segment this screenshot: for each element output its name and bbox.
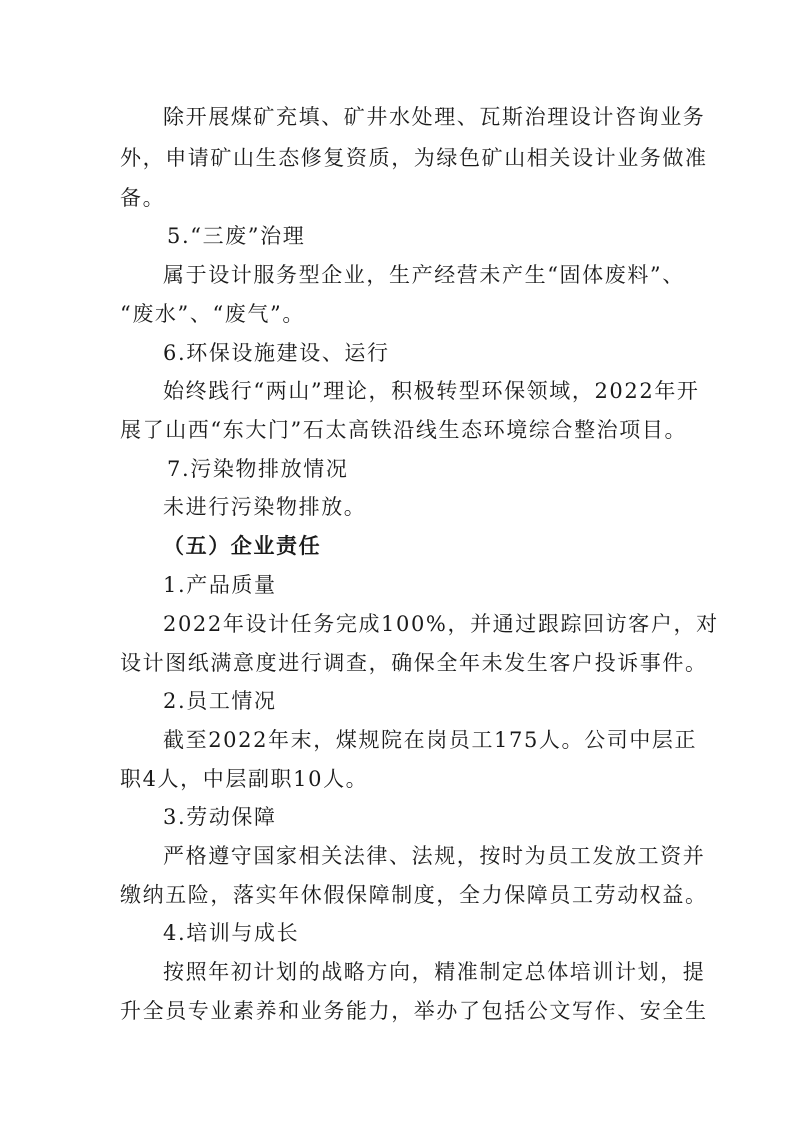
paragraph-line: “废水”、“废气”。 (120, 302, 305, 326)
paragraph-line: 设计图纸满意度进行调查，确保全年未发生客户投诉事件。 (120, 651, 708, 675)
paragraph-line: 2022年设计任务完成100%，并通过跟踪回访客户，对 (163, 612, 719, 636)
paragraph-line: 职4人，中层副职10人。 (120, 767, 369, 791)
chapter-heading: （五）企业责任 (163, 533, 322, 558)
paragraph-line: 缴纳五险，落实年休假保障制度，全力保障员工劳动权益。 (120, 883, 708, 907)
section-heading: 2.员工情况 (163, 689, 277, 713)
section-heading: 4.培训与成长 (163, 921, 300, 945)
section-heading: 3.劳动保障 (163, 805, 277, 829)
paragraph-line: 严格遵守国家相关法律、法规，按时为员工发放工资并 (163, 844, 706, 868)
section-heading: 7.污染物排放情况 (167, 457, 349, 481)
section-heading: 1.产品质量 (163, 573, 277, 597)
paragraph-line: 外，申请矿山生态修复资质，为绿色矿山相关设计业务做准 (120, 146, 708, 170)
section-heading: 6.环保设施建设、运行 (163, 341, 390, 365)
paragraph-line: 展了山西“东大门”石太高铁沿线生态环境综合整治项目。 (120, 418, 688, 442)
paragraph-line: 按照年初计划的战略方向，精准制定总体培训计划，提 (163, 960, 706, 984)
paragraph-line: 升全员专业素养和业务能力，举办了包括公文写作、安全生 (120, 999, 708, 1023)
paragraph-line: 除开展煤矿充填、矿井水处理、瓦斯治理设计咨询业务 (163, 105, 706, 129)
paragraph-line: 属于设计服务型企业，生产经营未产生“固体废料”、 (163, 263, 685, 287)
paragraph-line: 备。 (120, 186, 166, 210)
paragraph-line: 未进行污染物排放。 (163, 495, 367, 519)
paragraph-line: 截至2022年末，煤规院在岗员工175人。公司中层正 (163, 728, 698, 752)
paragraph-line: 始终践行“两山”理论，积极转型环保领域，2022年开 (163, 379, 700, 403)
section-heading: 5.“三废”治理 (167, 224, 306, 248)
